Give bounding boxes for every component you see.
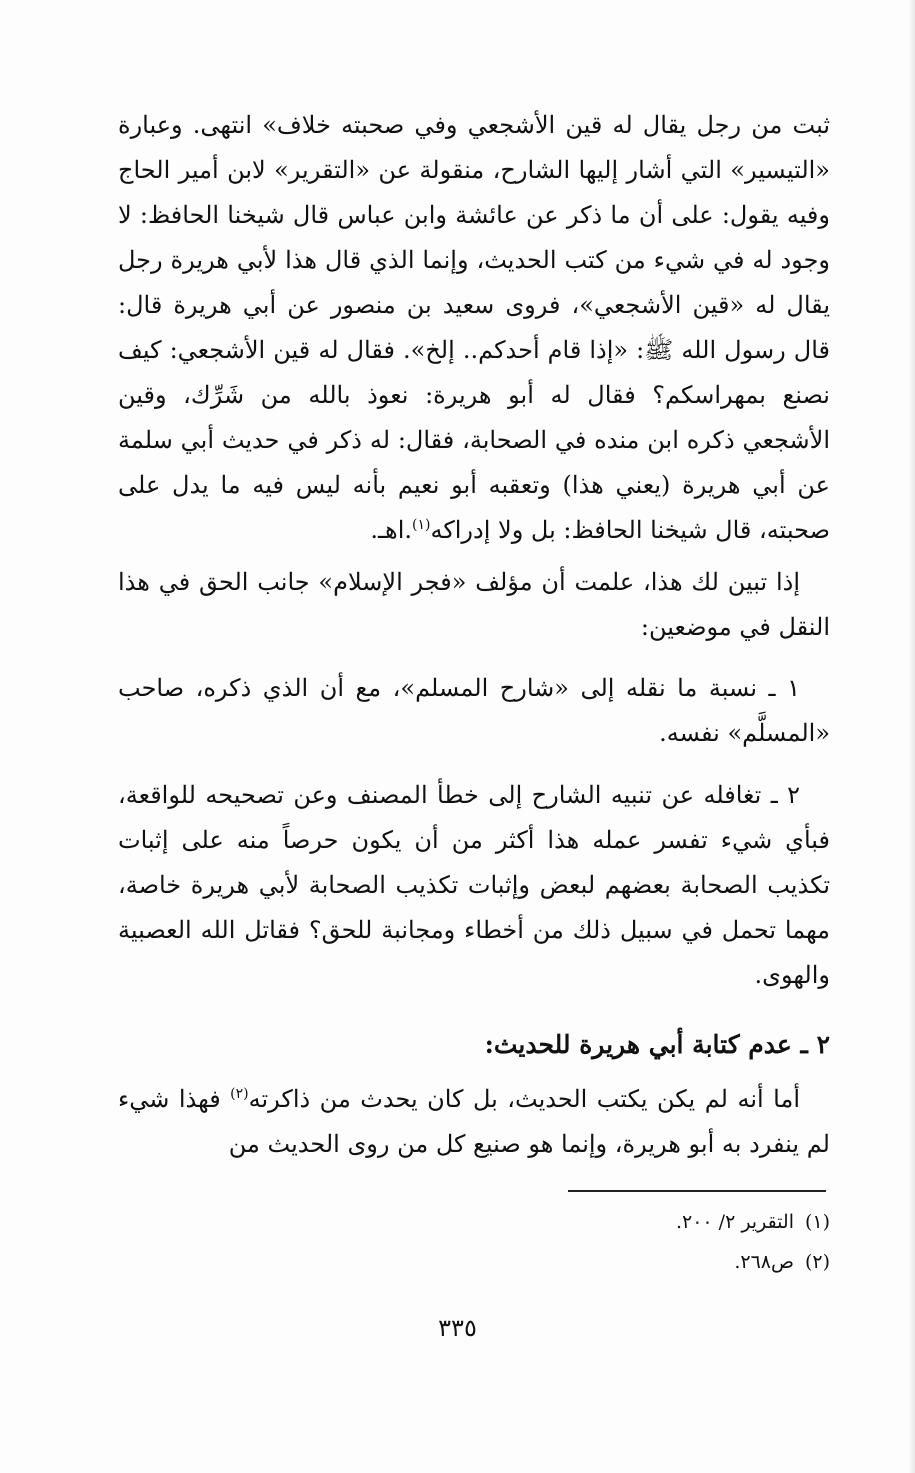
paragraph-quote-end: .اهـ.: [370, 516, 412, 544]
footnote-1-text: التقرير ٢/ ٢٠٠.: [675, 1211, 794, 1233]
list-item-2: ٢ ـ تغافله عن تنبيه الشارح إلى خطأ المصنف وعن تصحيحه للواقعة، فبأي شيء تفسر عمله هذا أكثر من أن يكون حرصاً منه على إثبات تكذيب الصحابة بعضهم لبعض وإثبات تكذيب الصحابة لأبي هريرة خاصة، مهما تحمل في سبيل ذلك من أخطاء ومجانبة للحق؟ فقاتل الله العصبية والهوى.: [118, 781, 830, 989]
footnote-2: [520, 1242, 830, 1282]
paragraph-writing-end: فهذا شيء لم ينفرد به أبو هريرة، وإنما هو صنيع كل من روى الحديث من: [118, 1085, 830, 1158]
section-heading-block: [118, 1022, 830, 1067]
main-text-bottom: [118, 1077, 830, 1167]
main-text-top: [118, 103, 830, 553]
paragraph-quote: [118, 103, 830, 553]
page-edge-shadow: [909, 0, 915, 1473]
footnotes: [520, 1202, 830, 1282]
page-number: ٣٣٥: [438, 1314, 477, 1342]
footnote-2-text: ص٢٦٨.: [734, 1251, 794, 1273]
list-item-2-block: [118, 773, 830, 998]
footnote-1-number: (١): [804, 1211, 830, 1233]
footnote-2-number: (٢): [804, 1251, 830, 1273]
list-item-1: ١ ـ نسبة ما نقله إلى «شارح المسلم»، مع أن الذي ذكره، صاحب «المسلَّم» نفسه.: [118, 674, 830, 747]
footnote-ref-2: (٢): [230, 1086, 249, 1102]
paragraph-quote-text: ثبت من رجل يقال له قين الأشجعي وفي صحبته خلاف» انتهى. وعبارة «التيسير» التي أشار إليها الشارح، منقولة عن «التقرير» لابن أمير الحاج وفيه يقول: على أن ما ذكر عن عائشة وابن عباس قال شيخنا الحافظ: لا وجود له في شيء من كتب الحديث، وإنما الذي قال هذا لأبي هريرة رجل يقال له «قين الأشجعي»، فروى سعيد بن منصور عن أبي هريرة قال: قال رسول الله ﷺ: «إذا قام أحدكم.. إلخ». فقال له قين الأشجعي: كيف نصنع بمهراسكم؟ فقال له أبو هريرة: نعوذ بالله من شَرِّك، وقين الأشجعي ذكره ابن منده في الصحابة، فقال: له ذكر في حديث أبي سلمة عن أبي هريرة (يعني هذا) وتعقبه أبو نعيم بأنه ليس فيه ما يدل على صحبته، قال شيخنا الحافظ: بل ولا إدراكه: [118, 111, 830, 544]
paragraph-writing-start: أما أنه لم يكن يكتب الحديث، بل كان يحدث من ذاكرته: [248, 1085, 800, 1113]
footnote-ref-1: (١): [412, 517, 431, 533]
footnote-divider: [568, 1190, 826, 1192]
section-heading: ٢ ـ عدم كتابة أبي هريرة للحديث:: [484, 1030, 830, 1059]
footnote-1: [520, 1202, 830, 1242]
list-item-1-block: [118, 666, 830, 756]
main-text-middle: [118, 560, 830, 650]
paragraph-writing: [118, 1077, 830, 1167]
paragraph-conclusion: إذا تبين لك هذا، علمت أن مؤلف «فجر الإسلام» جانب الحق في هذا النقل في موضعين:: [118, 568, 830, 641]
